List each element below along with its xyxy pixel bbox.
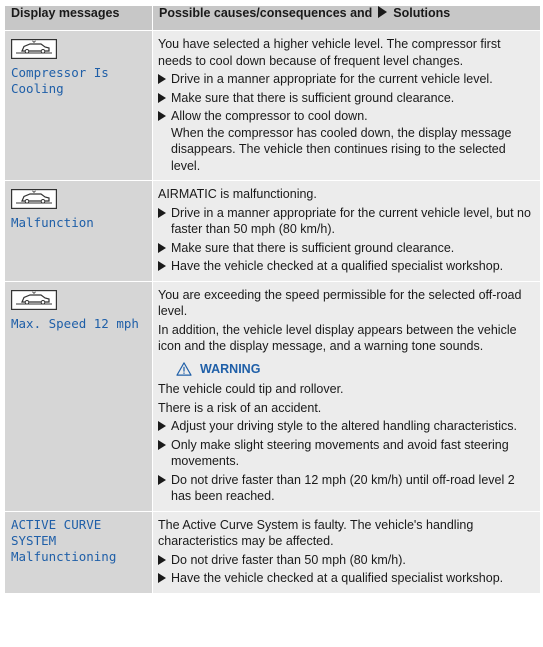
header-display-messages: Display messages [5, 6, 153, 31]
bullet-arrow-icon [158, 93, 166, 103]
header-causes-solutions [153, 6, 541, 31]
bullet-arrow-icon [158, 440, 166, 450]
solution-cell [153, 181, 541, 282]
solution-text: Do not drive faster than 12 mph (20 km/h) until off-road level 2 has been reached. [171, 472, 515, 503]
solution-item [158, 240, 536, 257]
bullet-arrow-icon [158, 243, 166, 253]
solution-text: Make sure that there is sufficient ground clearance. [171, 90, 455, 105]
solution-item [158, 258, 536, 275]
bullet-arrow-icon [158, 573, 166, 583]
solution-text: Have the vehicle checked at a qualified specialist workshop. [171, 571, 504, 585]
solution-item [158, 90, 536, 107]
cause-text: You have selected a higher vehicle level. The compressor first needs to cool down because of frequent level changes. [158, 37, 501, 68]
bullet-arrow-icon [158, 261, 166, 271]
solution-item [158, 418, 536, 435]
solution-text: Do not drive faster than 50 mph (80 km/h). [171, 552, 406, 567]
cause-text: AIRMATIC is malfunctioning. [158, 187, 317, 201]
warning-triangle-icon [176, 362, 192, 376]
solution-text: Drive in a manner appropriate for the current vehicle level. [171, 72, 493, 86]
display-message-text: Max. Speed 12 mph [11, 315, 139, 331]
solution-item [158, 472, 536, 505]
display-message-cell [5, 511, 153, 593]
display-message-cell [5, 181, 153, 282]
solution-text: Have the vehicle checked at a qualified specialist workshop. [171, 259, 504, 273]
message-row [5, 281, 541, 511]
arrow-right-icon [378, 6, 387, 18]
display-messages-table [4, 5, 541, 594]
cause-text: In addition, the vehicle level display appears between the vehicle icon and the display message, and a warning tone sounds. [158, 322, 517, 353]
bullet-arrow-icon [158, 475, 166, 485]
warning-heading [176, 361, 536, 378]
message-row [5, 181, 541, 282]
solution-list [158, 71, 536, 174]
display-message-text: Malfunction [11, 215, 94, 230]
warning-label: WARNING [200, 361, 261, 376]
solution-item [158, 108, 536, 174]
solution-text: Make sure that there is sufficient ground clearance. [171, 240, 455, 255]
warning-text: There is a risk of an accident. [158, 400, 322, 415]
vehicle-level-icon [11, 39, 57, 59]
solution-cell [153, 511, 541, 593]
solution-text: Adjust your driving style to the altered handling characteristics. [171, 419, 518, 433]
solution-cell [153, 281, 541, 511]
bullet-arrow-icon [158, 421, 166, 431]
display-message-cell [5, 31, 153, 181]
bullet-arrow-icon [158, 208, 166, 218]
bullet-arrow-icon [158, 74, 166, 84]
vehicle-level-icon [11, 189, 57, 209]
solution-text: Drive in a manner appropriate for the current vehicle level, but no faster than 50 mph (80 km/h). [171, 205, 531, 236]
solution-item [158, 205, 536, 238]
solution-item [158, 71, 536, 88]
message-row [5, 511, 541, 593]
solution-item [158, 570, 536, 587]
solution-text: Allow the compressor to cool down. When the compressor has cooled down, the display message disappears. The vehicle then continues rising to the selected level. [171, 109, 512, 173]
solution-list [158, 552, 536, 587]
display-message-text: Compressor Is Cooling [11, 65, 109, 96]
warning-text: The vehicle could tip and rollover. [158, 382, 344, 396]
display-message-text: ACTIVE CURVE SYSTEM Malfunctioning [11, 516, 117, 564]
solution-list [158, 205, 536, 275]
solution-text: Only make slight steering movements and avoid fast steering movements. [171, 437, 509, 468]
header-causes-label: Possible causes/consequences and [159, 6, 373, 20]
table-header-row [5, 6, 541, 31]
bullet-arrow-icon [158, 555, 166, 565]
header-solutions-label: Solutions [393, 6, 451, 20]
cause-text: You are exceeding the speed permissible for the selected off-road level. [158, 287, 522, 318]
cause-text: The Active Curve System is faulty. The vehicle's handling characteristics may be affected. [158, 517, 474, 548]
display-message-cell [5, 281, 153, 511]
solution-list [158, 418, 536, 505]
solution-item [158, 552, 536, 569]
solution-cell [153, 31, 541, 181]
message-row [5, 31, 541, 181]
solution-item [158, 437, 536, 470]
vehicle-level-icon [11, 290, 57, 310]
bullet-arrow-icon [158, 111, 166, 121]
